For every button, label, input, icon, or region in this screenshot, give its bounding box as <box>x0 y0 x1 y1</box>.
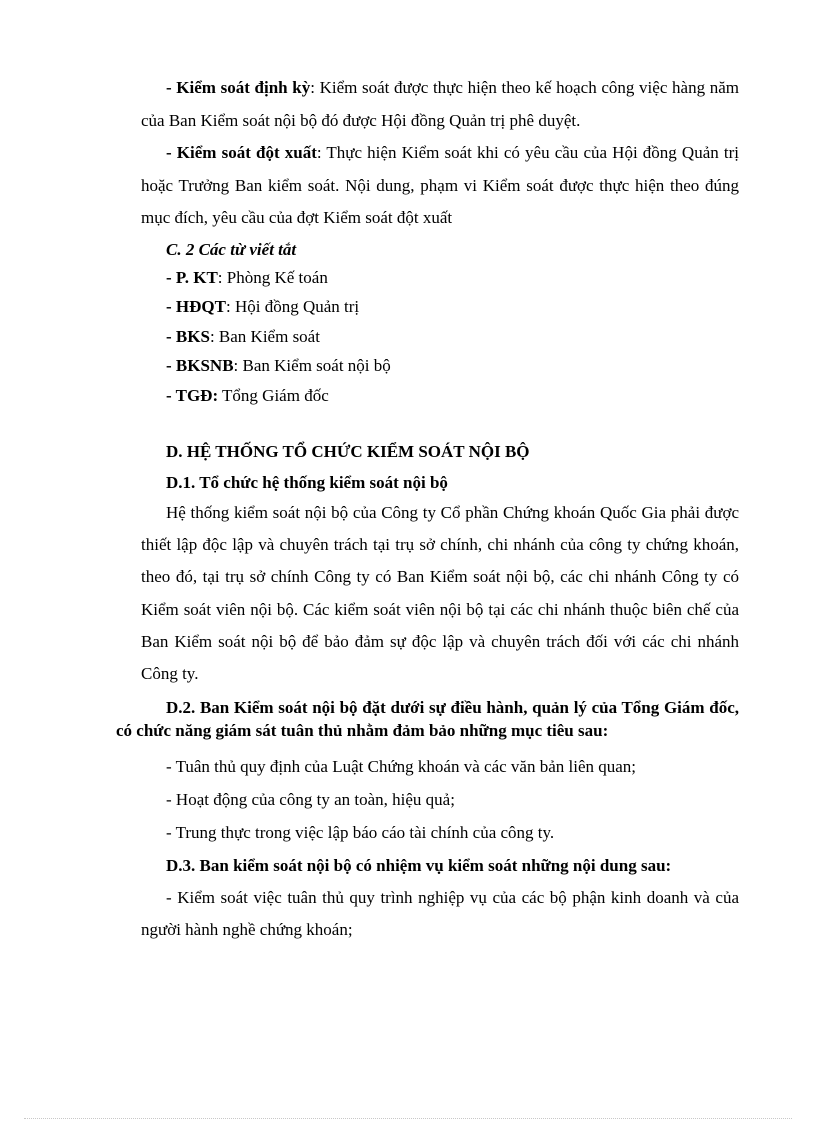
d3-heading: D.3. Ban kiểm soát nội bộ có nhiệm vụ kiểm soát những nội dung sau: <box>166 856 672 876</box>
d2-list <box>141 750 739 849</box>
d1-heading: D.1. Tổ chức hệ thống kiểm soát nội bộ <box>166 473 448 492</box>
d2-list-item: - Hoạt động của công ty an toàn, hiệu quả; <box>166 790 455 810</box>
abbreviation-item <box>166 292 739 322</box>
abbreviation-meaning: : Hội đồng Quản trị <box>225 297 360 316</box>
abbreviation-list <box>141 263 739 411</box>
adhoc-control-term: - Kiểm soát đột xuất <box>166 143 317 162</box>
adhoc-control-text: : Thực hiện Kiểm soát khi có yêu cầu của Hội đồng Quản trị hoặc Trưởng Ban kiểm soát. Nội dung, phạm vi Kiểm soát được thực hiện theo đúng mục đích, yêu cầu của đợt Kiểm soát đột xuất <box>141 143 739 227</box>
abbreviation-item <box>166 351 739 381</box>
abbreviation-item <box>166 381 739 411</box>
d2-heading: D.2. Ban Kiểm soát nội bộ đặt dưới sự điều hành, quản lý của Tổng Giám đốc, có chức năng giám sát tuân thủ nhằm đảm bảo những mục tiêu sau: <box>116 698 739 741</box>
page-bottom-divider <box>24 1118 792 1119</box>
abbreviation-term: - TGĐ: <box>166 385 219 405</box>
abbreviations-heading: C. 2 Các từ viết tắt <box>166 239 297 259</box>
abbreviation-term: - BKSNB <box>166 356 234 375</box>
d3-list-item: - Kiểm soát việc tuân thủ quy trình nghiệp vụ của các bộ phận kinh doanh và của người hành nghề chứng khoán; <box>141 888 739 940</box>
periodic-control-term: - Kiểm soát định kỳ <box>166 78 311 97</box>
abbreviation-item <box>166 322 739 352</box>
d2-list-item: - Trung thực trong việc lập báo cáo tài chính của công ty. <box>166 823 555 843</box>
abbreviation-item <box>166 263 739 293</box>
page-content <box>116 72 739 946</box>
abbreviation-meaning: Tổng Giám đốc <box>218 385 329 405</box>
d2-list-item: - Tuân thủ quy định của Luật Chứng khoán và các văn bản liên quan; <box>166 757 637 777</box>
section-d-heading: D. HỆ THỐNG TỔ CHỨC KIỂM SOÁT NỘI BỘ <box>166 442 530 461</box>
abbreviation-term: - P. KT <box>166 267 218 287</box>
abbreviation-meaning: : Phòng Kế toán <box>217 267 328 287</box>
abbreviation-term: - BKS <box>166 326 210 346</box>
abbreviation-term: - HĐQT <box>166 297 226 316</box>
abbreviation-meaning: : Ban Kiểm soát nội bộ <box>233 356 391 375</box>
abbreviation-meaning: : Ban Kiểm soát <box>209 326 320 346</box>
periodic-control-text: : Kiểm soát được thực hiện theo kế hoạch công việc hàng năm của Ban Kiểm soát nội bộ đó được Hội đồng Quản trị phê duyệt. <box>141 78 739 130</box>
d1-paragraph: Hệ thống kiểm soát nội bộ của Công ty Cổ phần Chứng khoán Quốc Gia phải được thiết lập độc lập và chuyên trách tại trụ sở chính, chi nhánh của công ty chứng khoán, theo đó, tại trụ sở chính Công ty có Ban Kiểm soát nội bộ, các chi nhánh Công ty có Kiểm soát viên nội bộ. Các kiểm soát viên nội bộ tại các chi nhánh thuộc biên chế của Ban Kiểm soát nội bộ để bảo đảm sự độc lập và chuyên trách đối với các chi nhánh Công ty. <box>141 503 739 684</box>
adhoc-control-paragraph <box>141 137 739 235</box>
periodic-control-paragraph <box>141 72 739 137</box>
